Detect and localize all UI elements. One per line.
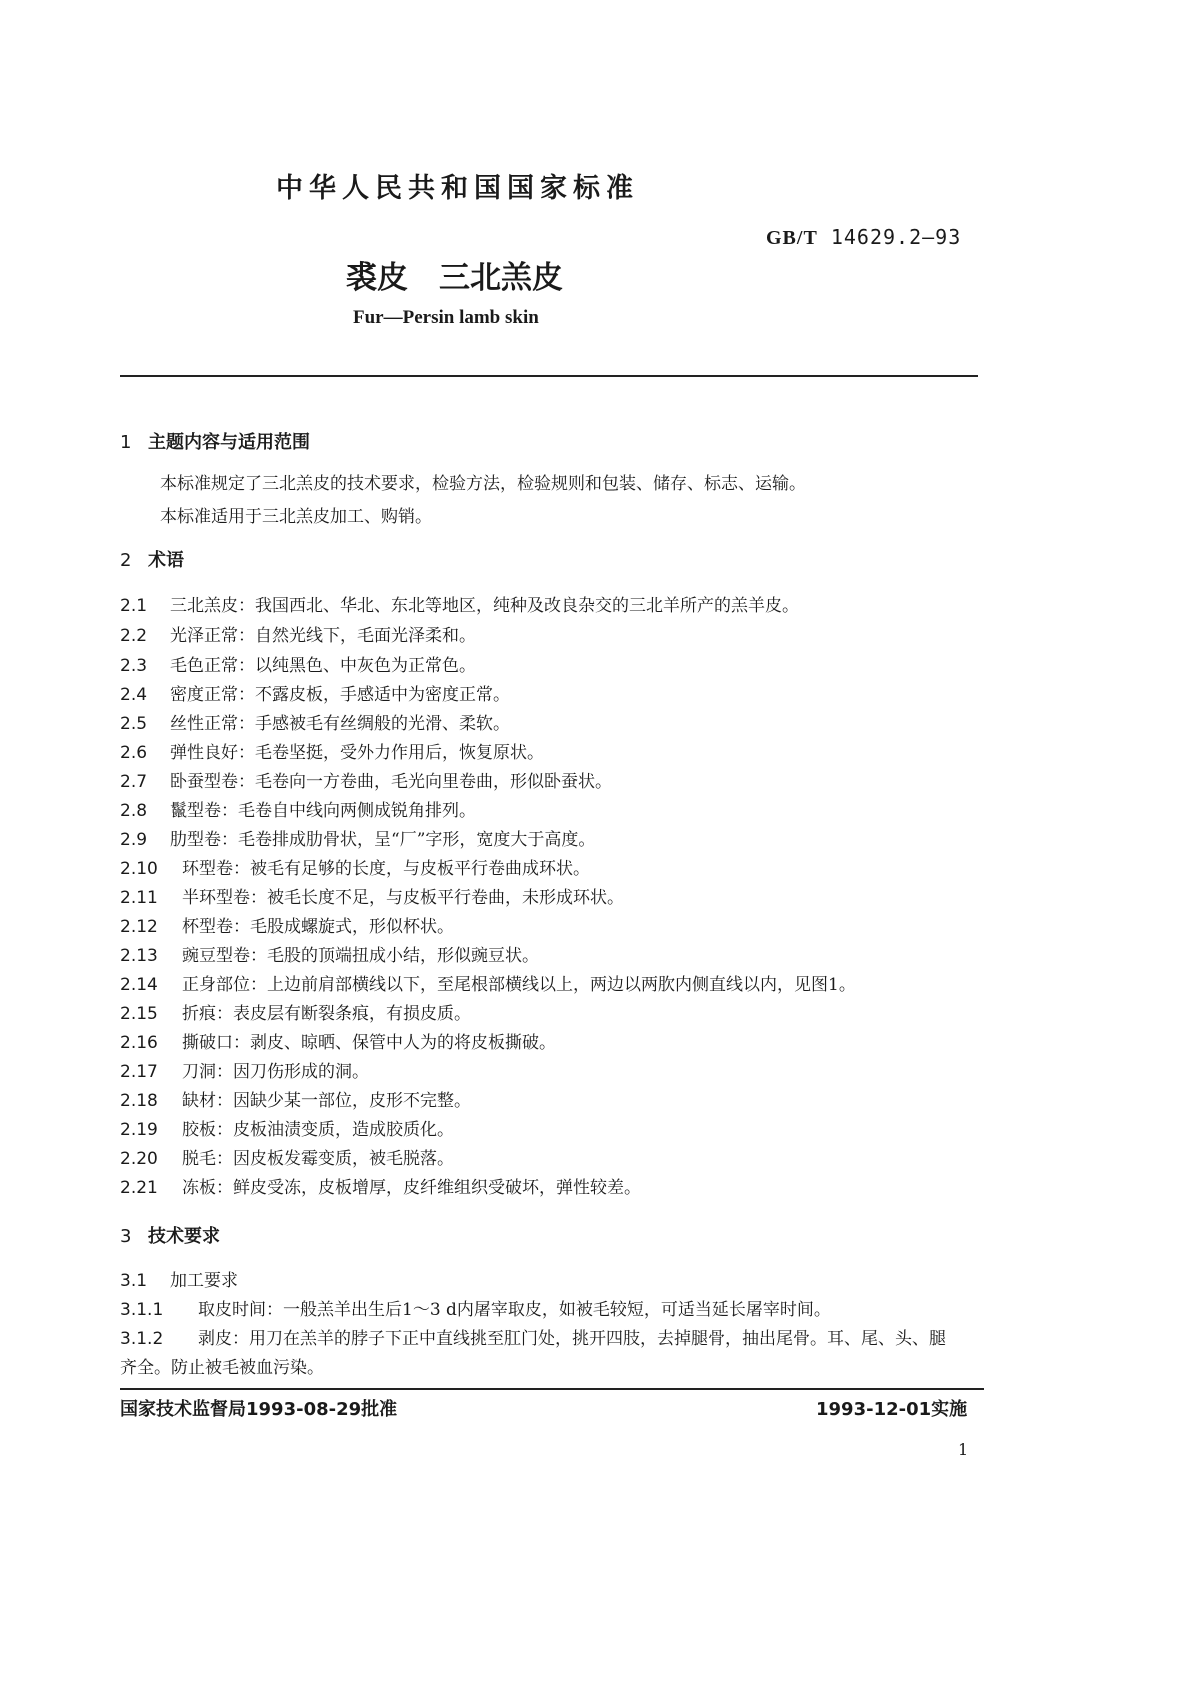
- term-text: 毛色正常：以纯黑色、中灰色为正常色。: [170, 656, 476, 676]
- section-3-heading: [120, 1222, 220, 1248]
- section-title: 技术要求: [148, 1226, 220, 1247]
- term-text: 环型卷：被毛有足够的长度，与皮板平行卷曲成环状。: [182, 859, 590, 879]
- term-item: [120, 854, 590, 879]
- document-title-en: Fur—Persin lamb skin: [353, 307, 539, 328]
- section-number: 1: [120, 432, 132, 453]
- term-number: 2.18: [120, 1091, 158, 1111]
- page-number: 1: [958, 1440, 969, 1459]
- section-title: 术语: [148, 550, 184, 571]
- term-text: 光泽正常：自然光线下，毛面光泽柔和。: [170, 626, 476, 646]
- term-number: 2.1: [120, 596, 148, 616]
- term-number: 2.19: [120, 1120, 158, 1140]
- term-number: 2.6: [120, 743, 148, 763]
- term-text: 肋型卷：毛卷排成肋骨状，呈“厂”字形，宽度大于高度。: [170, 830, 596, 850]
- term-text: 丝性正常：手感被毛有丝绸般的光滑、柔软。: [170, 714, 510, 734]
- section-title: 主题内容与适用范围: [148, 432, 310, 453]
- term-number: 2.4: [120, 685, 148, 705]
- term-number: 2.14: [120, 975, 158, 995]
- term-item: [120, 680, 510, 705]
- section-2-heading: [120, 546, 184, 572]
- standard-code: [766, 225, 961, 250]
- requirement-number: 3.1.2: [120, 1329, 164, 1349]
- term-item: [120, 999, 471, 1024]
- term-item: [120, 1144, 454, 1169]
- requirement-continuation: 齐全。防止被毛被血污染。: [120, 1358, 324, 1378]
- term-item: [120, 1057, 369, 1082]
- term-text: 胶板：皮板油渍变质，造成胶质化。: [182, 1120, 454, 1140]
- term-number: 2.16: [120, 1033, 158, 1053]
- term-item: [120, 1115, 454, 1140]
- term-item: [120, 1086, 471, 1111]
- standard-code-prefix: GB/T: [766, 227, 818, 249]
- term-item: [120, 941, 539, 966]
- national-standard-title: 中华人民共和国国家标准: [276, 173, 639, 204]
- term-number: 2.3: [120, 656, 148, 676]
- term-number: 2.8: [120, 801, 148, 821]
- term-number: 2.7: [120, 772, 148, 792]
- term-item: [120, 1173, 641, 1198]
- term-text: 杯型卷：毛股成螺旋式，形似杯状。: [182, 917, 454, 937]
- term-number: 2.17: [120, 1062, 158, 1082]
- term-item: [120, 970, 856, 995]
- requirement-number: 3.1: [120, 1271, 148, 1291]
- term-number: 2.11: [120, 888, 158, 908]
- term-text: 缺材：因缺少某一部位，皮形不完整。: [182, 1091, 471, 1111]
- section-1-paragraph: 本标准规定了三北羔皮的技术要求，检验方法，检验规则和包装、储存、标志、运输。: [160, 474, 806, 494]
- term-text: 弹性良好：毛卷坚挺，受外力作用后，恢复原状。: [170, 743, 544, 763]
- section-1-paragraph: 本标准适用于三北羔皮加工、购销。: [160, 507, 432, 527]
- term-item: [120, 621, 476, 646]
- term-item: [120, 651, 476, 676]
- section-number: 2: [120, 550, 132, 571]
- term-number: 2.10: [120, 859, 158, 879]
- term-number: 2.15: [120, 1004, 158, 1024]
- bottom-divider: [120, 1388, 984, 1390]
- term-item: [120, 1028, 556, 1053]
- term-item: [120, 825, 595, 850]
- requirement-item: [120, 1266, 238, 1291]
- term-text: 撕破口：剥皮、晾晒、保管中人为的将皮板撕破。: [182, 1033, 556, 1053]
- term-item: [120, 767, 612, 792]
- term-text: 脱毛：因皮板发霉变质，被毛脱落。: [182, 1149, 454, 1169]
- requirement-text: 剥皮：用刀在羔羊的脖子下正中直线挑至肛门处，挑开四肢，去掉腿骨，抽出尾骨。耳、尾、头、腿: [198, 1329, 946, 1349]
- term-item: [120, 709, 510, 734]
- term-item: [120, 883, 624, 908]
- standard-code-number: 14629.2—93: [817, 225, 962, 249]
- term-number: 2.2: [120, 626, 148, 646]
- term-number: 2.13: [120, 946, 158, 966]
- section-number: 3: [120, 1226, 132, 1247]
- term-number: 2.12: [120, 917, 158, 937]
- term-text: 三北羔皮：我国西北、华北、东北等地区，纯种及改良杂交的三北羊所产的羔羊皮。: [170, 596, 799, 616]
- requirement-text: 取皮时间：一般羔羊出生后1～3 d内屠宰取皮，如被毛较短，可适当延长屠宰时间。: [198, 1300, 831, 1320]
- top-divider: [120, 375, 978, 377]
- requirement-text: 加工要求: [170, 1271, 238, 1291]
- term-text: 折痕：表皮层有断裂条痕，有损皮质。: [182, 1004, 471, 1024]
- section-1-heading: [120, 428, 310, 454]
- term-text: 鬣型卷：毛卷自中线向两侧成锐角排列。: [170, 801, 476, 821]
- term-text: 半环型卷：被毛长度不足，与皮板平行卷曲，未形成环状。: [182, 888, 624, 908]
- term-item: [120, 912, 454, 937]
- requirement-item: [120, 1295, 831, 1320]
- term-text: 密度正常：不露皮板，手感适中为密度正常。: [170, 685, 510, 705]
- term-text: 豌豆型卷：毛股的顶端扭成小结，形似豌豆状。: [182, 946, 539, 966]
- requirement-item: [120, 1324, 946, 1349]
- approval-line: 国家技术监督局1993-08-29批准: [120, 1399, 398, 1420]
- term-item: [120, 738, 544, 763]
- term-item: [120, 796, 476, 821]
- term-number: 2.9: [120, 830, 148, 850]
- term-text: 冻板：鲜皮受冻，皮板增厚，皮纤维组织受破坏，弹性较差。: [182, 1178, 641, 1198]
- term-number: 2.20: [120, 1149, 158, 1169]
- term-number: 2.5: [120, 714, 148, 734]
- term-text: 刀洞：因刀伤形成的洞。: [182, 1062, 369, 1082]
- document-title-cn: 裘皮 三北羔皮: [346, 260, 563, 296]
- term-item: [120, 591, 799, 616]
- term-number: 2.21: [120, 1178, 158, 1198]
- requirement-number: 3.1.1: [120, 1300, 164, 1320]
- term-text: 卧蚕型卷：毛卷向一方卷曲，毛光向里卷曲，形似卧蚕状。: [170, 772, 612, 792]
- implementation-date: 1993-12-01实施: [816, 1399, 968, 1420]
- term-text: 正身部位：上边前肩部横线以下，至尾根部横线以上，两边以两肷内侧直线以内，见图1。: [182, 975, 856, 995]
